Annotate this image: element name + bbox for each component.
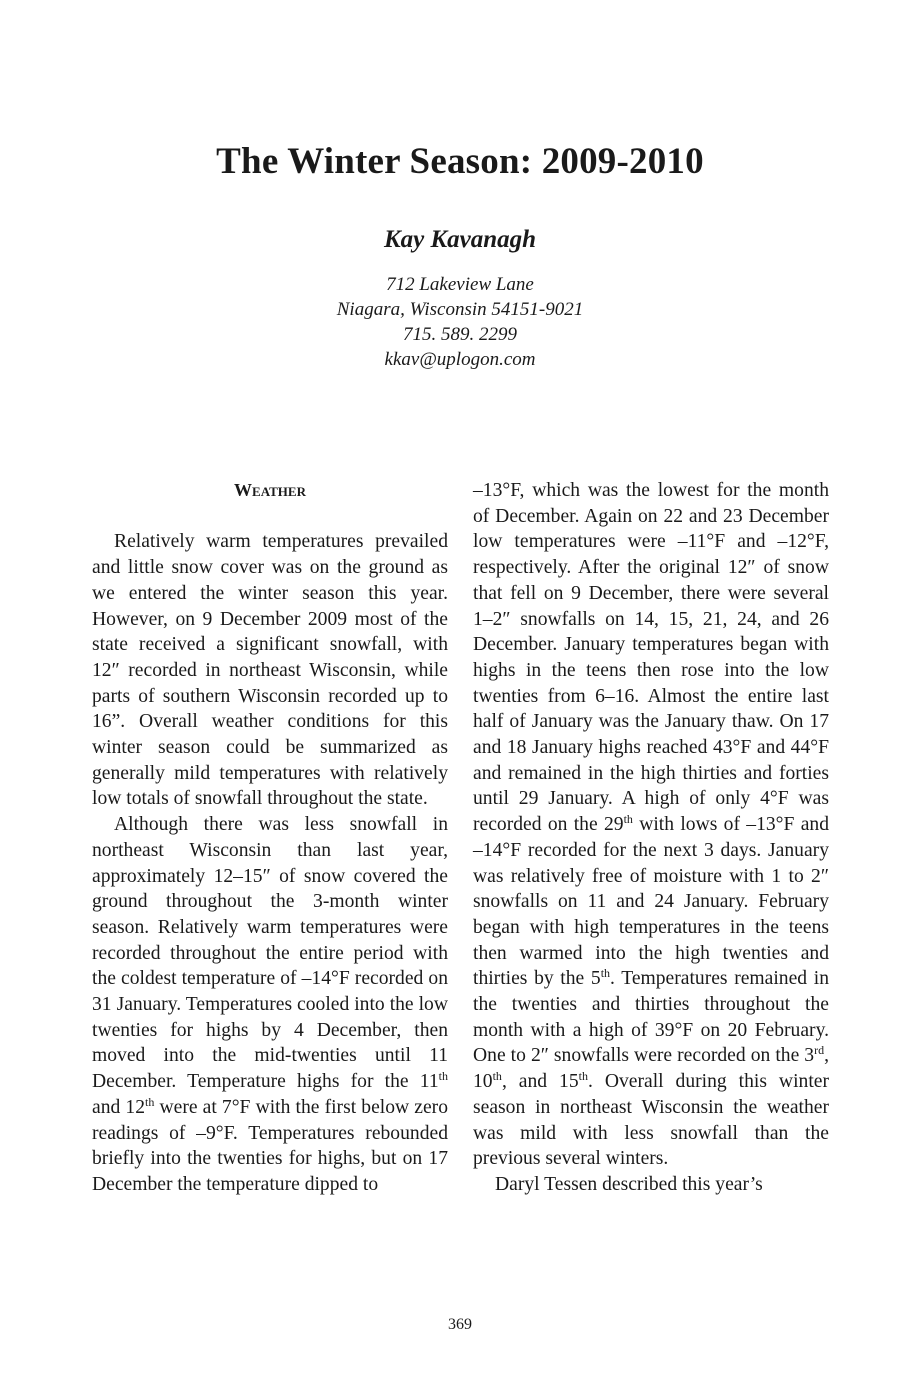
superscript: th bbox=[145, 1094, 155, 1109]
address-phone: 715. 589. 2299 bbox=[403, 324, 517, 345]
superscript: th bbox=[600, 966, 611, 981]
paragraph-2 bbox=[92, 812, 448, 1198]
paragraph-3: Daryl Tessen described this year’s bbox=[495, 1173, 763, 1195]
left-column bbox=[92, 478, 448, 1198]
paragraph-2-text-a: Although there was less snowfall in northeast Wisconsin than last year, approximately 12–15″ of snow covered the ground throughout the 3-month winter season. Relatively warm temperatures were recorded throughout the entire period with the coldest temperature of –14°F recorded on 31 January. Temperatures cooled into the low twenties for highs by 4 December, then moved into the mid-twenties until 11 December. Temperature highs for the 11 bbox=[92, 814, 448, 1093]
superscript: th bbox=[578, 1069, 588, 1084]
superscript: th bbox=[492, 1069, 502, 1084]
superscript: rd bbox=[814, 1043, 825, 1058]
right-column bbox=[473, 478, 829, 1198]
author-name: Kay Kavanagh bbox=[383, 226, 537, 253]
paragraph-cont-text-d: , 10 bbox=[473, 1045, 829, 1093]
superscript: th bbox=[438, 1069, 448, 1084]
address-street: 712 Lakeview Lane bbox=[386, 274, 534, 295]
paragraph-cont-text-e: , bbox=[501, 1071, 507, 1093]
article-title: The Winter Season: 2009-2010 bbox=[216, 141, 704, 182]
section-heading: Weather bbox=[234, 480, 306, 500]
superscript: th bbox=[623, 812, 633, 827]
paragraph-cont-text-f: and 15 bbox=[506, 1071, 579, 1093]
page-number: 369 bbox=[448, 1316, 472, 1333]
paragraph-cont-text-b: with lows of –13°F and –14°F recorded for the next 3 days. January was relatively free of moisture with 1 to 2″ snowfalls on 11 and 24 January. February began with high temperatures in the teens then warmed into the high twenties and thirties by the 5 bbox=[473, 814, 829, 990]
author-address bbox=[0, 272, 920, 372]
paragraph-cont-text-g: . Overall during this winter season in northeast Wisconsin the weather was mild with less snowfall than the previous several winters. bbox=[473, 1071, 829, 1170]
paragraph-2-text-b: and 12 bbox=[92, 1096, 146, 1118]
paragraph-cont-text-a: –13°F, which was the lowest for the month of December. Again on 22 and 23 December low temperatures were –11°F and –12°F, respectively. After the original 12″ of snow that fell on 9 December, there were several 1–2″ snowfalls on 14, 15, 21, 24, and 26 December. January temperatures began with highs in the teens then rose into the low twenties from 6–16. Almost the entire last half of January was the January thaw. On 17 and 18 January highs reached 43°F and 44°F and remained in the high thirties and forties until 29 January. A high of only 4°F was recorded on the 29 bbox=[473, 480, 829, 836]
address-city: Niagara, Wisconsin 54151-9021 bbox=[336, 299, 584, 320]
paragraph-continued bbox=[473, 478, 829, 1172]
paragraph-cont-text-c: . Temperatures remained in the twenties and thirties throughout the month with a high of 39°F on 20 February. One to 2″ snowfalls were recorded on the 3 bbox=[473, 968, 829, 1067]
paragraph-2-text-c: were at 7°F with the first below zero readings of –9°F. Temperatures rebounded briefly into the twenties for highs, but on 17 December the temperature dipped to bbox=[92, 1096, 448, 1195]
paragraph-1: Relatively warm temperatures prevailed and little snow cover was on the ground as we entered the winter season this year. However, on 9 December 2009 most of the state received a significant snowfall, with 12″ recorded in northeast Wisconsin, while parts of southern Wisconsin recorded up to 16”. Overall weather conditions for this winter season could be summarized as generally mild temperatures with relatively low totals of snowfall throughout the state. bbox=[92, 531, 448, 810]
address-email: kkav@uplogon.com bbox=[384, 349, 536, 370]
